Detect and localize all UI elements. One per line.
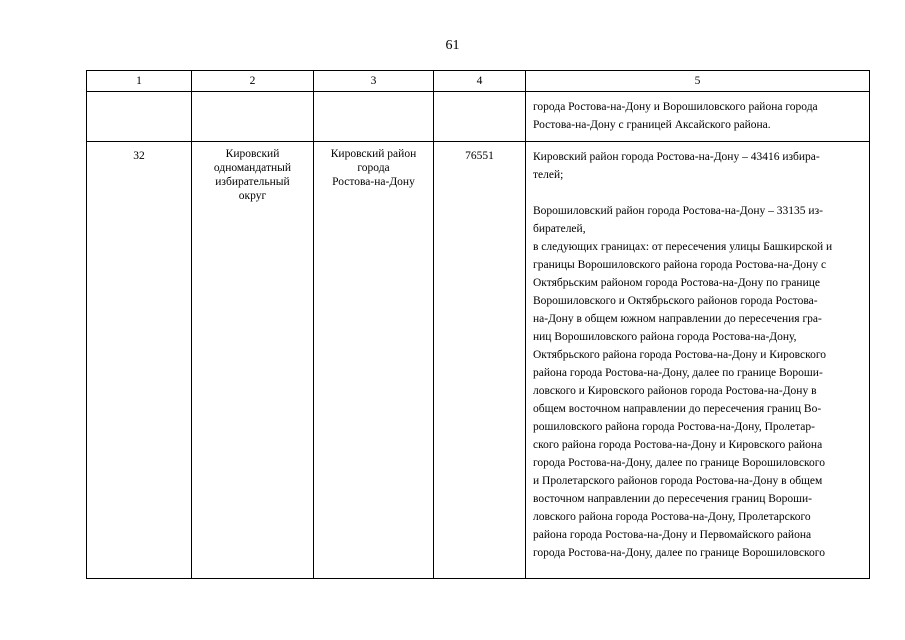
column-header-3: 3 [314, 71, 434, 92]
description-line: города Ростова-на-Дону, далее по границе Ворошиловского [533, 547, 825, 559]
description-line: Ростова-на-Дону с границей Аксайского района. [533, 119, 771, 131]
description-line: ского района города Ростова-на-Дону и Кировского района [533, 439, 823, 451]
district-name-line: одномандатный [213, 162, 292, 174]
cell-number [87, 92, 192, 142]
description-line: Октябрьского района города Ростова-на-Дону и Кировского [533, 349, 827, 361]
cell-number: 32 [87, 142, 192, 579]
territory-line: Ростова-на-Дону [332, 176, 415, 188]
description-line: города Ростова-на-Дону и Ворошиловского района города [533, 101, 818, 113]
description-line: ниц Ворошиловского района города Ростова-на-Дону, [533, 331, 797, 343]
district-name-line: Кировский [225, 148, 280, 160]
description-line: на-Дону в общем южном направлении до пересечения гра- [533, 313, 822, 325]
voters-count: 76551 [465, 150, 494, 162]
description-line: Октябрьским районом города Ростова-на-Дону по границе [533, 277, 820, 289]
territory-line: Кировский район [330, 148, 417, 160]
description-line: границы Ворошиловского района города Ростова-на-Дону с [533, 259, 827, 271]
description-line: Ворошиловского и Октябрьского районов города Ростова- [533, 295, 818, 307]
district-table [86, 70, 870, 579]
description-line: Кировский район города Ростова-на-Дону – 43416 избира- [533, 151, 820, 163]
description-line: города Ростова-на-Дону, далее по границе Ворошиловского [533, 457, 825, 469]
description-line: телей; [533, 169, 564, 181]
description-line: Ворошиловский район города Ростова-на-Дону – 33135 из- [533, 205, 823, 217]
description-line: ловского и Кировского районов города Ростова-на-Дону в [533, 385, 817, 397]
description-line: района города Ростова-на-Дону и Первомайского района [533, 529, 812, 541]
page-number: 61 [445, 38, 460, 53]
description-line: в следующих границах: от пересечения улицы Башкирской и [533, 241, 833, 253]
territory-line: города [357, 162, 390, 174]
column-header-4: 4 [434, 71, 526, 92]
column-header-1: 1 [87, 71, 192, 92]
description-line: восточном направлении до пересечения границ Вороши- [533, 493, 812, 505]
district-name-line: округ [238, 190, 267, 202]
table-header-row [87, 71, 870, 92]
table-row [87, 142, 870, 579]
table-row [87, 92, 870, 142]
paragraph-gap [533, 184, 864, 202]
description-line: и Пролетарского районов города Ростова-на-Дону в общем [533, 475, 823, 487]
description-line: района города Ростова-на-Дону, далее по границе Вороши- [533, 367, 823, 379]
description-line: бирателей, [533, 223, 586, 235]
cell-district-name [192, 142, 314, 579]
cell-description [526, 92, 870, 142]
cell-territory [314, 92, 434, 142]
cell-voters-count [434, 92, 526, 142]
cell-territory [314, 142, 434, 579]
column-header-2: 2 [192, 71, 314, 92]
description-line: рошиловского района города Ростова-на-Дону, Пролетар- [533, 421, 815, 433]
description-line: ловского района города Ростова-на-Дону, Пролетарского [533, 511, 811, 523]
description-line: общем восточном направлении до пересечения границ Во- [533, 403, 822, 415]
cell-voters-count [434, 142, 526, 579]
cell-district-name [192, 92, 314, 142]
cell-description [526, 142, 870, 579]
district-name-line: избирательный [215, 176, 290, 188]
column-header-5: 5 [526, 71, 870, 92]
